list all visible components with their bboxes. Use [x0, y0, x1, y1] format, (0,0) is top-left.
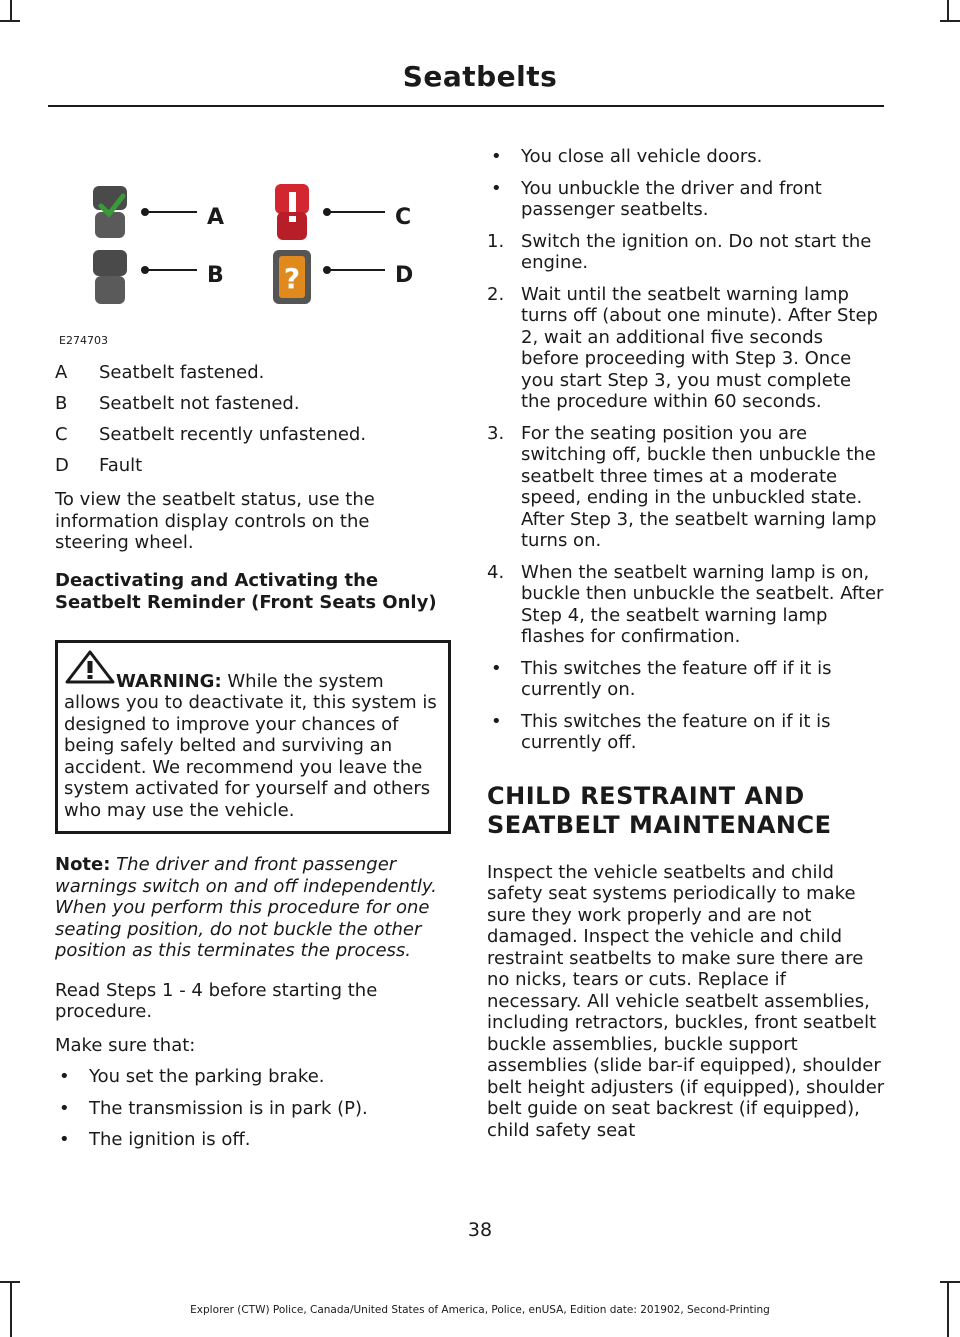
list-item-text: You set the parking brake. [89, 1066, 325, 1087]
bullet-icon: • [59, 1097, 70, 1119]
list-item [487, 178, 885, 221]
legend-row [55, 424, 447, 446]
seat-fastened-icon [93, 186, 127, 238]
list-item-text: This switches the feature off if it is currently on. [521, 657, 832, 700]
seatbelt-icons-svg [55, 150, 447, 350]
procedure-steps [487, 231, 885, 648]
step-item [487, 284, 885, 413]
crop-mark [940, 20, 960, 22]
legend-key: A [55, 362, 68, 383]
list-item [55, 1066, 447, 1088]
section-subheading: Deactivating and Activating the Seatbelt Reminder (Front Seats Only) [55, 569, 437, 613]
legend-text: Seatbelt recently unfastened. [99, 424, 367, 445]
step-number: 4. [487, 561, 505, 583]
list-item-text: The ignition is off. [89, 1129, 251, 1150]
bullet-icon: • [491, 657, 502, 679]
legend-text: Seatbelt fastened. [99, 362, 265, 383]
list-item-text: You unbuckle the driver and front passenger seatbelts. [521, 177, 822, 220]
legend-row [55, 362, 447, 384]
precondition-list-continued [487, 146, 885, 221]
bullet-icon: • [59, 1129, 70, 1150]
step-text: Wait until the seatbelt warning lamp turns off (about one minute). After Step 2, wait an additional five seconds before proceeding with Step 3. Once you start Step 3, you must complete the procedure within 60 seconds. [521, 283, 878, 412]
legend-key: B [55, 393, 68, 414]
bullet-icon: • [59, 1066, 70, 1087]
result-list [487, 658, 885, 754]
crop-mark [10, 0, 12, 20]
list-item-text: The transmission is in park (P). [89, 1097, 368, 1119]
legend-text: Seatbelt not fastened. [99, 393, 300, 414]
list-item [55, 1129, 447, 1151]
label-b: B [207, 263, 224, 288]
step-item [487, 231, 885, 274]
bullet-icon: • [491, 710, 502, 732]
note-paragraph [55, 854, 447, 962]
note-body: The driver and front passenger warnings switch on and off independently. When you perform this procedure for one seating position, do not buckle the other position as this terminates the process. [55, 854, 437, 961]
header-rule [48, 105, 884, 107]
step-number: 2. [487, 283, 505, 305]
crop-mark [0, 20, 20, 22]
footer-text: Explorer (CTW) Police, Canada/United States of America, Police, enUSA, Edition date: 201902, Second-Printing [190, 1304, 770, 1316]
legend-row [55, 455, 447, 477]
crop-mark [947, 0, 949, 20]
list-item [487, 711, 885, 754]
warning-text [64, 671, 442, 822]
step-number: 3. [487, 422, 505, 444]
legend-row [55, 393, 447, 415]
step-number: 1. [487, 230, 505, 252]
seat-not-fastened-icon [93, 250, 127, 304]
left-column [55, 150, 447, 1151]
legend [55, 362, 447, 477]
step-item [487, 423, 885, 552]
legend-key: D [55, 455, 69, 476]
label-a: A [207, 205, 225, 230]
status-paragraph: To view the seatbelt status, use the information display controls on the steering wheel. [55, 489, 375, 553]
label-d: D [395, 263, 414, 288]
warning-body: While the system allows you to deactivate it, this system is designed to improve your chances of being safely belted and surviving an accident. We recommend you leave the system activated for yourself and others who may use the vehicle. [64, 670, 437, 821]
legend-text: Fault [99, 455, 143, 476]
crop-mark [940, 1281, 960, 1283]
crop-mark [0, 1281, 20, 1283]
list-item-text: You close all vehicle doors. [521, 146, 763, 167]
seatbelt-status-illustration [55, 150, 447, 350]
step-item [487, 562, 885, 648]
bullet-icon: • [491, 146, 502, 167]
warning-triangle-icon [64, 649, 116, 685]
section-title: CHILD RESTRAINT AND SEATBELT MAINTENANCE [487, 781, 832, 839]
seat-fault-icon [273, 250, 311, 304]
step-text: When the seatbelt warning lamp is on, buckle then unbuckle the seatbelt. After Step 4, the seatbelt warning lamp flashes for confirmation. [521, 561, 884, 647]
list-item [55, 1098, 447, 1120]
maintenance-paragraph: Inspect the vehicle seatbelts and child safety seat systems periodically to make sure they work properly and are not damaged. Inspect the vehicle and child restraint seatbelts to make sure there are no nicks, tears or cuts. Replace if necessary. All vehicle seatbelt assemblies, including retractors, buckles, front seatbelt buckle assemblies, buckle support assemblies (slide bar-if equipped), shoulder belt height adjusters (if equipped), shoulder belt guide on seat backrest (if equipped), child safety seat [487, 861, 885, 1141]
illustration-code: E274703 [59, 334, 108, 347]
legend-key: C [55, 424, 68, 445]
svg-text:?: ? [283, 262, 301, 295]
warning-label: WARNING: [116, 670, 222, 692]
page-title: Seatbelts [402, 60, 558, 93]
step-text: For the seating position you are switching off, buckle then unbuckle the seatbelt three times at a moderate speed, ending in the unbuckled state. After Step 3, the seatbelt warning lamp turns on. [521, 422, 877, 551]
warning-box [55, 640, 451, 835]
right-column [487, 146, 885, 1141]
bullet-icon: • [491, 177, 502, 199]
read-steps-paragraph: Read Steps 1 - 4 before starting the procedure. [55, 979, 378, 1022]
make-sure-paragraph: Make sure that: [55, 1034, 196, 1056]
precondition-list [55, 1066, 447, 1151]
note-label: Note: [55, 854, 111, 875]
list-item-text: This switches the feature on if it is currently off. [521, 710, 831, 753]
list-item [487, 658, 885, 701]
label-c: C [395, 205, 412, 230]
page-number: 38 [467, 1219, 493, 1241]
seat-unfastened-warning-icon [275, 184, 309, 240]
step-text: Switch the ignition on. Do not start the engine. [521, 230, 872, 273]
list-item [487, 146, 885, 168]
